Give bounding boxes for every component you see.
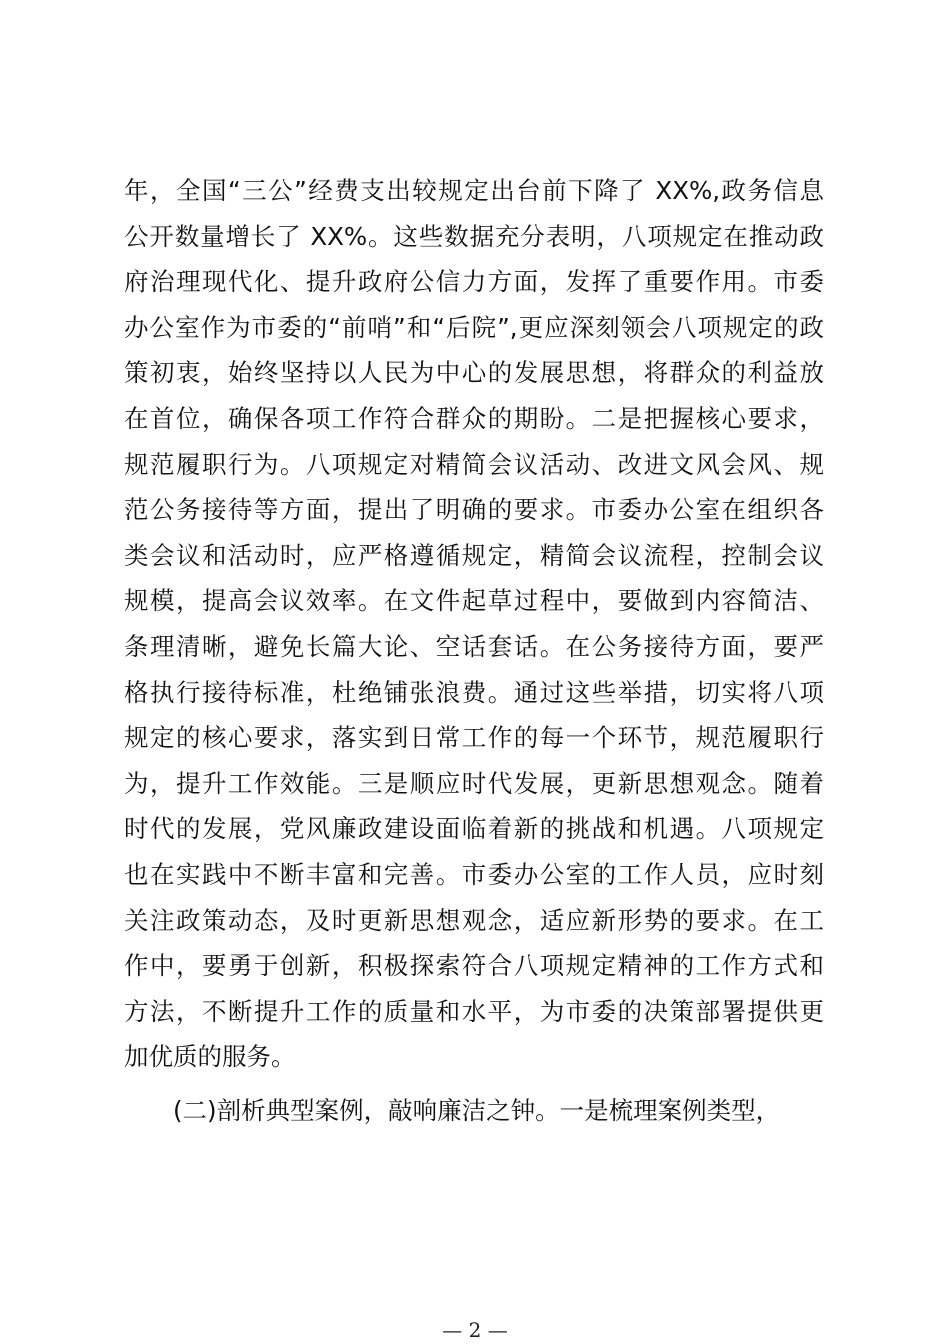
text-line: 方法，不断提升工作的质量和水平，为市委的决策部署提供更 [124,996,824,1026]
text-line: 加优质的服务。 [124,1042,296,1072]
text-line: 也在实践中不断丰富和完善。市委办公室的工作人员，应时刻 [124,859,824,889]
text-line: 条理清晰，避免长篇大论、空话套话。在公务接待方面，要严 [124,631,824,661]
text-line: 年，全国“三公”经费支出较规定出台前下降了 XX%,政务信息 [124,176,824,205]
text-line: 府治理现代化、提升政府公信力方面，发挥了重要作用。市委 [124,267,824,297]
text-line: 时代的发展，党风廉政建设面临着新的挑战和机遇。八项规定 [124,814,824,844]
text-line: (二)剖析典型案例，敲响廉洁之钟。一是梳理案例类型， [173,1095,781,1125]
paragraph-1 [124,168,824,1080]
text-line: 办公室作为市委的“前哨”和“后院”,更应深刻领会八项规定的政 [124,312,824,342]
text-line: 类会议和活动时，应严格遵循规定，精简会议流程，控制会议 [124,540,824,570]
text-line: 规模，提高会议效率。在文件起草过程中，要做到内容简洁、 [124,586,824,616]
text-line: 作中，要勇于创新，积极探索符合八项规定精神的工作方式和 [124,951,824,981]
text-line: 策初衷，始终坚持以人民为中心的发展思想，将群众的利益放 [124,358,824,388]
text-line: 公开数量增长了 XX%。这些数据充分表明，八项规定在推动政 [124,221,824,251]
text-line: 规范履职行为。八项规定对精简会议活动、改进文风会风、规 [124,449,824,479]
text-line: 关注政策动态，及时更新思想观念，适应新形势的要求。在工 [124,905,824,935]
text-line: 为，提升工作效能。三是顺应时代发展，更新思想观念。随着 [124,768,824,798]
body-text [124,168,824,1133]
paragraph-2 [124,1088,824,1134]
text-line: 范公务接待等方面，提出了明确的要求。市委办公室在组织各 [124,495,824,525]
text-line: 格执行接待标准，杜绝铺张浪费。通过这些举措，切实将八项 [124,677,824,707]
text-line: 在首位，确保各项工作符合群众的期盼。二是把握核心要求， [124,403,824,433]
paragraph-gap [124,1080,824,1088]
text-line: 规定的核心要求，落实到日常工作的每一个环节，规范履职行 [124,723,824,753]
page-number: — 2 — [442,1318,508,1342]
